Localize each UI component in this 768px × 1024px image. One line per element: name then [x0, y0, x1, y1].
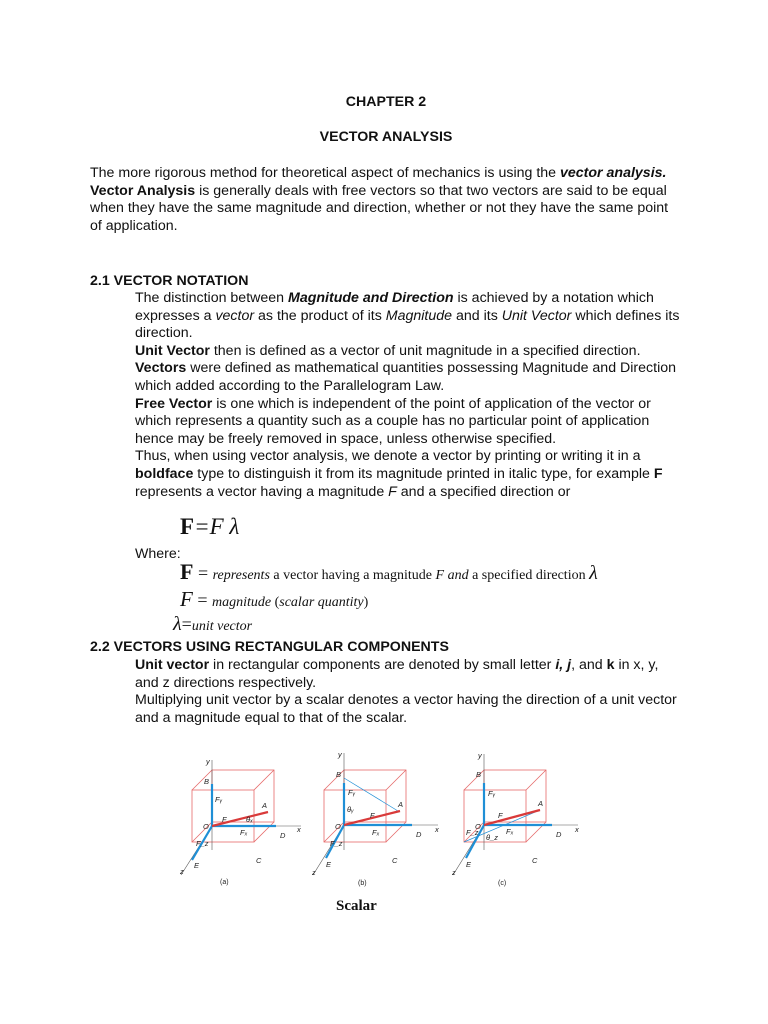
fig-c-label-B: B — [476, 770, 482, 779]
fig-b-label-F: F — [370, 811, 375, 820]
para-scalar-multiply: Multiplying unit vector by a scalar denotes a vector having the direction of a unit vector and a magnitude equal to that of the scalar. — [135, 692, 677, 726]
fig-c-caption: (c) — [498, 880, 507, 887]
fig-c-label-Fy: Fᵧ — [488, 789, 496, 798]
fig-c-label-D: D — [556, 830, 562, 839]
fig-b-label-Fz: F_z — [330, 839, 343, 848]
para-boldface: Thus, when using vector analysis, we denote a vector by printing or writing it in a boldface type to distinguish it from its magnitude printed in italic type, for example F represents a vector having a magnitude F and a specified direction or — [135, 448, 663, 500]
fig-b-label-C: C — [392, 856, 398, 865]
fig-c-label-Fz: F_z — [466, 828, 479, 837]
page-title: VECTOR ANALYSIS — [319, 129, 453, 145]
definition-line-2: F = magnitude (scalar quantity) — [180, 587, 369, 611]
fig-a-label-A: A — [262, 801, 268, 810]
fig-c-label-F: F — [498, 811, 503, 820]
section-heading-2-1: 2.1 VECTOR NOTATION — [90, 273, 249, 289]
chapter-label: CHAPTER 2 — [345, 94, 427, 110]
vector-figure-b — [308, 745, 448, 890]
section-2-1-body — [90, 290, 682, 501]
vector-figure-a — [176, 750, 306, 890]
fig-b-label-Fy: Fᵧ — [348, 788, 356, 797]
para-vectors: Vectors were defined as mathematical quantities possessing Magnitude and Direction which added according to the Parallelogram Law. — [135, 360, 677, 394]
fig-a-label-C: C — [256, 856, 262, 865]
para-unit-vector-components: Unit vector in rectangular components are denoted by small letter i, j, and k in x, y, and z directions respectively. — [135, 657, 659, 691]
fig-a-label-D: D — [280, 831, 286, 840]
fig-c-label-O: O — [475, 822, 481, 831]
fig-b-label-E: E — [326, 860, 332, 869]
fig-c-label-A: A — [538, 799, 544, 808]
fig-c-label-Fx: Fₓ — [506, 827, 514, 836]
fig-a-label-B: B — [204, 777, 210, 786]
fig-b-label-z: z — [312, 868, 316, 877]
para-free-vector: Free Vector is one which is independent of the point of application of the vector or which represents a quantity such as a couple has no particular point of application hence may be freely removed in space, unless otherwise specified. — [135, 395, 651, 447]
where-label: Where: — [135, 546, 181, 562]
section-heading-2-2: 2.2 VECTORS USING RECTANGULAR COMPONENTS — [90, 639, 449, 655]
vector-figure-c — [448, 748, 588, 890]
fig-b-label-A: A — [398, 800, 404, 809]
para-unit-vector: Unit Vector then is defined as a vector of unit magnitude in a specified direction. — [135, 342, 641, 359]
fig-a-label-y: y — [206, 757, 210, 766]
fig-a-label-x: x — [297, 825, 301, 834]
fig-b-label-x: x — [435, 825, 439, 834]
section-2-2-body — [90, 657, 682, 727]
definition-line-1: F = represents a vector having a magnitude F and a specified direction λ — [180, 559, 598, 584]
fig-b-label-B: B — [336, 770, 342, 779]
fig-b-label-D: D — [416, 830, 422, 839]
fig-c-label-y: y — [478, 751, 482, 760]
fig-b-label-O: O — [335, 822, 341, 831]
intro-paragraph: The more rigorous method for theoretical aspect of mechanics is using the vector analysis. Vector Analysis is generally deals with free vectors so that two vectors are said to be equal when they have the same magnitude and direction, whether or not they have the same point of application. — [90, 165, 669, 234]
fig-a-label-O: O — [203, 822, 209, 831]
fig-a-caption: (a) — [220, 879, 229, 886]
fig-c-label-theta-z: θ_z — [486, 833, 498, 842]
fig-a-label-Fx: Fₓ — [240, 828, 248, 837]
fig-a-label-E: E — [194, 861, 200, 870]
definition-line-3: λ=unit vector — [173, 613, 253, 635]
fig-b-label-theta-y: θᵧ — [347, 805, 354, 814]
fig-b-label-y: y — [338, 750, 342, 759]
fig-c-label-z: z — [452, 868, 456, 877]
fig-c-label-x: x — [575, 825, 579, 834]
para-distinction: The distinction between Magnitude and Direction is achieved by a notation which expresses a vector as the product of its Magnitude and its Unit Vector which defines its direction. — [135, 290, 680, 342]
main-equation: F=F λ — [180, 514, 240, 539]
fig-c-label-E: E — [466, 860, 472, 869]
fig-a-label-Fy: Fᵧ — [215, 795, 223, 804]
fig-a-label-z: z — [180, 867, 184, 876]
fig-a-label-Fz: F_z — [196, 839, 209, 848]
fig-a-label-F: F — [222, 815, 227, 824]
fig-b-caption: (b) — [358, 880, 367, 887]
fig-c-label-C: C — [532, 856, 538, 865]
fig-a-label-theta-x: θₓ — [246, 815, 253, 824]
fig-b-label-Fx: Fₓ — [372, 828, 380, 837]
footer-scalar-heading: Scalar — [336, 898, 377, 914]
